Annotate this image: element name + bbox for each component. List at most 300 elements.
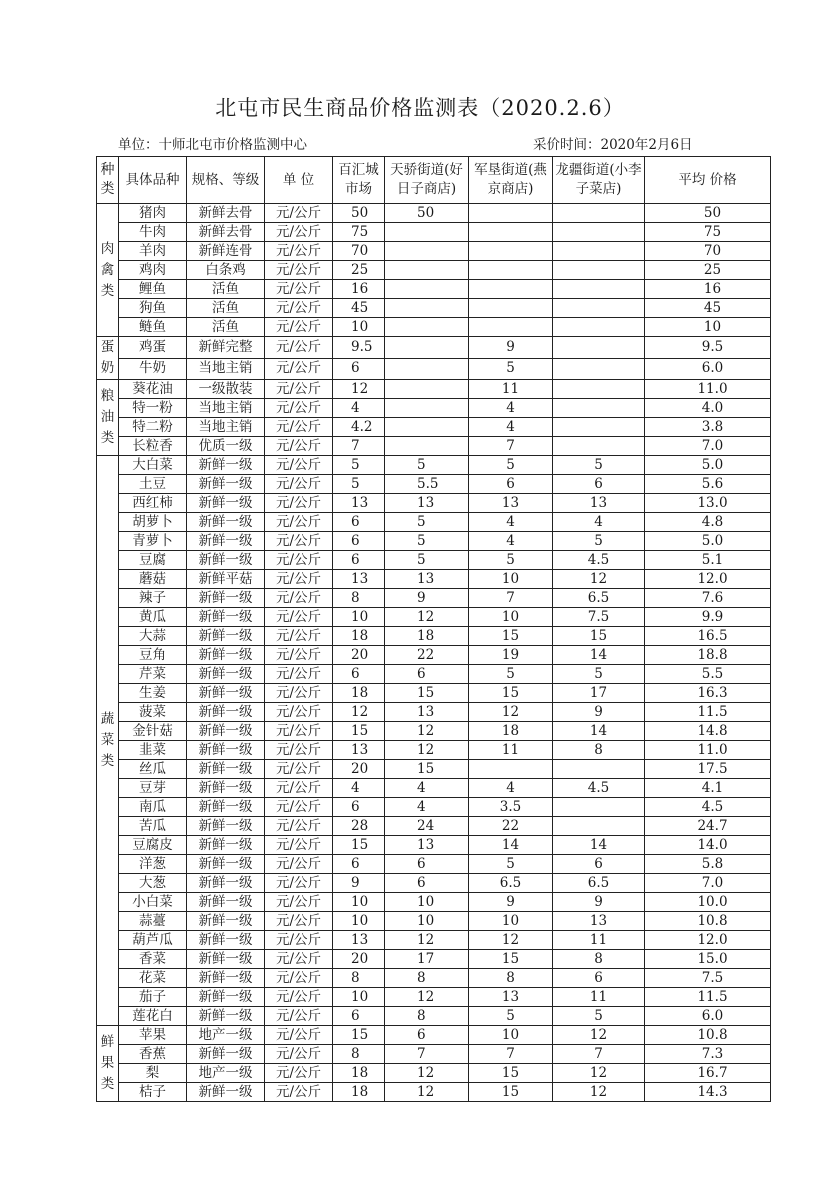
average-price-cell: 11.5 (645, 988, 771, 1007)
unit-cell: 元/公斤 (265, 532, 333, 551)
unit-cell: 元/公斤 (265, 684, 333, 703)
price-baihuicheng-cell: 6 (333, 855, 385, 874)
price-baihuicheng-cell: 13 (333, 570, 385, 589)
price-baihuicheng-cell: 10 (333, 318, 385, 337)
price-junken-cell: 18 (469, 722, 553, 741)
price-junken-cell: 13 (469, 988, 553, 1007)
average-price-cell: 10 (645, 318, 771, 337)
spec-cell: 新鲜一级 (187, 646, 265, 665)
item-name-cell: 生姜 (119, 684, 187, 703)
spec-cell: 新鲜一级 (187, 912, 265, 931)
table-row (97, 665, 771, 684)
unit-cell: 元/公斤 (265, 760, 333, 779)
spec-cell: 新鲜一级 (187, 627, 265, 646)
price-longjiang-cell: 17 (553, 684, 645, 703)
price-tianjiao-cell: 10 (385, 912, 469, 931)
price-baihuicheng-cell: 8 (333, 1045, 385, 1064)
table-row (97, 893, 771, 912)
spec-cell: 新鲜一级 (187, 931, 265, 950)
price-longjiang-cell (553, 223, 645, 242)
price-baihuicheng-cell: 16 (333, 280, 385, 299)
price-baihuicheng-cell: 50 (333, 204, 385, 223)
item-name-cell: 特一粉 (119, 399, 187, 418)
average-price-cell: 7.0 (645, 437, 771, 456)
price-baihuicheng-cell: 18 (333, 627, 385, 646)
price-baihuicheng-cell: 6 (333, 665, 385, 684)
item-name-cell: 金针菇 (119, 722, 187, 741)
table-row (97, 456, 771, 475)
spec-cell: 当地主销 (187, 358, 265, 380)
item-name-cell: 胡萝卜 (119, 513, 187, 532)
unit-cell: 元/公斤 (265, 855, 333, 874)
item-name-cell: 丝瓜 (119, 760, 187, 779)
item-name-cell: 豆腐皮 (119, 836, 187, 855)
spec-cell: 白条鸡 (187, 261, 265, 280)
item-name-cell: 苦瓜 (119, 817, 187, 836)
average-price-cell: 4.1 (645, 779, 771, 798)
average-price-cell: 9.5 (645, 337, 771, 359)
price-junken-cell: 7 (469, 437, 553, 456)
price-baihuicheng-cell: 6 (333, 798, 385, 817)
average-price-cell: 7.0 (645, 874, 771, 893)
table-row (97, 380, 771, 399)
spec-cell: 新鲜一级 (187, 665, 265, 684)
average-price-cell: 5.8 (645, 855, 771, 874)
price-baihuicheng-cell: 18 (333, 684, 385, 703)
price-tianjiao-cell: 6 (385, 855, 469, 874)
table-row (97, 1007, 771, 1026)
price-longjiang-cell: 12 (553, 570, 645, 589)
price-longjiang-cell: 6 (553, 855, 645, 874)
spec-cell: 新鲜一级 (187, 475, 265, 494)
average-price-cell: 7.6 (645, 589, 771, 608)
price-longjiang-cell: 9 (553, 893, 645, 912)
spec-cell: 新鲜一级 (187, 456, 265, 475)
unit-cell: 元/公斤 (265, 779, 333, 798)
header-item: 具体品种 (119, 157, 187, 204)
unit-cell: 元/公斤 (265, 280, 333, 299)
average-price-cell: 70 (645, 242, 771, 261)
header-market-tianjiao: 天骄街道(好日子商店) (385, 157, 469, 204)
unit-cell: 元/公斤 (265, 589, 333, 608)
unit-cell: 元/公斤 (265, 513, 333, 532)
table-body (97, 204, 771, 1102)
table-row (97, 337, 771, 359)
price-baihuicheng-cell: 70 (333, 242, 385, 261)
unit-cell: 元/公斤 (265, 969, 333, 988)
unit-cell: 元/公斤 (265, 437, 333, 456)
average-price-cell: 5.5 (645, 665, 771, 684)
price-baihuicheng-cell: 10 (333, 912, 385, 931)
price-tianjiao-cell: 24 (385, 817, 469, 836)
table-row (97, 741, 771, 760)
price-longjiang-cell: 13 (553, 494, 645, 513)
average-price-cell: 50 (645, 204, 771, 223)
unit-cell: 元/公斤 (265, 223, 333, 242)
table-row (97, 358, 771, 380)
table-row (97, 722, 771, 741)
item-name-cell: 莲花白 (119, 1007, 187, 1026)
price-junken-cell (469, 760, 553, 779)
price-longjiang-cell: 6.5 (553, 874, 645, 893)
price-longjiang-cell: 14 (553, 722, 645, 741)
header-average: 平均 价格 (645, 157, 771, 204)
price-junken-cell: 4 (469, 399, 553, 418)
price-longjiang-cell: 4.5 (553, 551, 645, 570)
header-row (97, 157, 771, 204)
price-longjiang-cell (553, 204, 645, 223)
unit-cell: 元/公斤 (265, 608, 333, 627)
spec-cell: 新鲜一级 (187, 836, 265, 855)
unit-cell: 元/公斤 (265, 242, 333, 261)
category-cell: 蛋奶 (97, 337, 119, 380)
price-longjiang-cell: 5 (553, 665, 645, 684)
price-tianjiao-cell (385, 299, 469, 318)
price-longjiang-cell: 9 (553, 703, 645, 722)
spec-cell: 新鲜一级 (187, 494, 265, 513)
price-tianjiao-cell: 6 (385, 874, 469, 893)
price-longjiang-cell: 6 (553, 475, 645, 494)
table-row (97, 912, 771, 931)
table-row (97, 703, 771, 722)
spec-cell: 新鲜一级 (187, 760, 265, 779)
spec-cell: 新鲜完整 (187, 337, 265, 359)
item-name-cell: 蘑菇 (119, 570, 187, 589)
price-longjiang-cell (553, 261, 645, 280)
spec-cell: 新鲜一级 (187, 950, 265, 969)
item-name-cell: 特二粉 (119, 418, 187, 437)
table-row (97, 969, 771, 988)
price-longjiang-cell (553, 318, 645, 337)
spec-cell: 新鲜一级 (187, 779, 265, 798)
average-price-cell: 14.8 (645, 722, 771, 741)
average-price-cell: 24.7 (645, 817, 771, 836)
price-tianjiao-cell: 12 (385, 931, 469, 950)
table-row (97, 931, 771, 950)
price-baihuicheng-cell: 15 (333, 836, 385, 855)
price-tianjiao-cell: 13 (385, 494, 469, 513)
spec-cell: 一级散装 (187, 380, 265, 399)
item-name-cell: 香菜 (119, 950, 187, 969)
unit-cell: 元/公斤 (265, 337, 333, 359)
price-junken-cell: 15 (469, 950, 553, 969)
average-price-cell: 11.5 (645, 703, 771, 722)
header-category: 种类 (97, 157, 119, 204)
price-baihuicheng-cell: 15 (333, 722, 385, 741)
spec-cell: 地产一级 (187, 1026, 265, 1045)
table-row (97, 817, 771, 836)
unit-cell: 元/公斤 (265, 204, 333, 223)
table-row (97, 589, 771, 608)
average-price-cell: 7.5 (645, 969, 771, 988)
price-junken-cell: 11 (469, 741, 553, 760)
spec-cell: 新鲜一级 (187, 798, 265, 817)
price-junken-cell: 15 (469, 627, 553, 646)
spec-cell: 地产一级 (187, 1064, 265, 1083)
table-row (97, 855, 771, 874)
average-price-cell: 14.3 (645, 1083, 771, 1102)
unit-cell: 元/公斤 (265, 475, 333, 494)
average-price-cell: 25 (645, 261, 771, 280)
price-longjiang-cell: 12 (553, 1026, 645, 1045)
average-price-cell: 12.0 (645, 931, 771, 950)
price-junken-cell: 5 (469, 1007, 553, 1026)
price-tianjiao-cell: 5 (385, 551, 469, 570)
price-tianjiao-cell: 5 (385, 456, 469, 475)
item-name-cell: 苹果 (119, 1026, 187, 1045)
average-price-cell: 45 (645, 299, 771, 318)
price-longjiang-cell (553, 798, 645, 817)
price-tianjiao-cell (385, 280, 469, 299)
average-price-cell: 11.0 (645, 380, 771, 399)
item-name-cell: 豆芽 (119, 779, 187, 798)
table-row (97, 261, 771, 280)
price-tianjiao-cell: 18 (385, 627, 469, 646)
unit-cell: 元/公斤 (265, 551, 333, 570)
price-tianjiao-cell (385, 223, 469, 242)
spec-cell: 新鲜一级 (187, 741, 265, 760)
average-price-cell: 5.6 (645, 475, 771, 494)
price-longjiang-cell: 5 (553, 1007, 645, 1026)
average-price-cell: 75 (645, 223, 771, 242)
category-cell: 肉禽类 (97, 204, 119, 337)
price-tianjiao-cell: 12 (385, 1083, 469, 1102)
table-row (97, 475, 771, 494)
price-junken-cell: 6 (469, 475, 553, 494)
unit-cell: 元/公斤 (265, 627, 333, 646)
price-junken-cell: 5 (469, 456, 553, 475)
price-longjiang-cell: 14 (553, 836, 645, 855)
unit-cell: 元/公斤 (265, 836, 333, 855)
item-name-cell: 蒜薹 (119, 912, 187, 931)
average-price-cell: 18.8 (645, 646, 771, 665)
average-price-cell: 16.5 (645, 627, 771, 646)
table-row (97, 1045, 771, 1064)
price-tianjiao-cell (385, 318, 469, 337)
table-row (97, 437, 771, 456)
item-name-cell: 梨 (119, 1064, 187, 1083)
price-junken-cell (469, 242, 553, 261)
table-row (97, 760, 771, 779)
price-tianjiao-cell: 5.5 (385, 475, 469, 494)
price-longjiang-cell (553, 817, 645, 836)
price-longjiang-cell: 12 (553, 1064, 645, 1083)
price-tianjiao-cell: 15 (385, 760, 469, 779)
price-junken-cell (469, 204, 553, 223)
price-longjiang-cell: 7.5 (553, 608, 645, 627)
average-price-cell: 4.5 (645, 798, 771, 817)
spec-cell: 活鱼 (187, 280, 265, 299)
price-tianjiao-cell: 12 (385, 722, 469, 741)
price-baihuicheng-cell: 8 (333, 969, 385, 988)
unit-cell: 元/公斤 (265, 418, 333, 437)
price-tianjiao-cell (385, 380, 469, 399)
price-tianjiao-cell: 12 (385, 1064, 469, 1083)
price-junken-cell: 10 (469, 1026, 553, 1045)
price-tianjiao-cell: 13 (385, 836, 469, 855)
price-junken-cell: 8 (469, 969, 553, 988)
price-tianjiao-cell: 22 (385, 646, 469, 665)
price-baihuicheng-cell: 12 (333, 703, 385, 722)
price-tianjiao-cell: 6 (385, 1026, 469, 1045)
price-baihuicheng-cell: 8 (333, 589, 385, 608)
price-tianjiao-cell (385, 337, 469, 359)
collect-time: 采价时间：2020年2月6日 (533, 137, 693, 153)
price-junken-cell (469, 299, 553, 318)
unit-cell: 元/公斤 (265, 817, 333, 836)
spec-cell: 新鲜一级 (187, 722, 265, 741)
price-baihuicheng-cell: 13 (333, 931, 385, 950)
price-baihuicheng-cell: 20 (333, 760, 385, 779)
average-price-cell: 6.0 (645, 358, 771, 380)
price-junken-cell: 15 (469, 1083, 553, 1102)
unit-cell: 元/公斤 (265, 912, 333, 931)
price-tianjiao-cell: 12 (385, 741, 469, 760)
header-market-longjiang: 龙疆街道(小李子菜店) (553, 157, 645, 204)
price-baihuicheng-cell: 6 (333, 513, 385, 532)
item-name-cell: 韭菜 (119, 741, 187, 760)
price-baihuicheng-cell: 18 (333, 1083, 385, 1102)
item-name-cell: 长粒香 (119, 437, 187, 456)
unit-cell: 元/公斤 (265, 299, 333, 318)
spec-cell: 新鲜一级 (187, 874, 265, 893)
price-longjiang-cell: 8 (553, 950, 645, 969)
price-tianjiao-cell: 7 (385, 1045, 469, 1064)
unit-cell: 元/公斤 (265, 1064, 333, 1083)
table-row (97, 836, 771, 855)
average-price-cell: 5.0 (645, 456, 771, 475)
price-junken-cell: 6.5 (469, 874, 553, 893)
unit-cell: 元/公斤 (265, 665, 333, 684)
price-junken-cell: 7 (469, 589, 553, 608)
category-cell: 蔬菜类 (97, 456, 119, 1026)
item-name-cell: 鸡肉 (119, 261, 187, 280)
average-price-cell: 9.9 (645, 608, 771, 627)
price-tianjiao-cell (385, 358, 469, 380)
spec-cell: 新鲜一级 (187, 532, 265, 551)
header-market-baihuicheng: 百汇城市场 (333, 157, 385, 204)
price-baihuicheng-cell: 18 (333, 1064, 385, 1083)
spec-cell: 新鲜一级 (187, 684, 265, 703)
table-row (97, 551, 771, 570)
item-name-cell: 豆腐 (119, 551, 187, 570)
unit-cell: 元/公斤 (265, 988, 333, 1007)
unit-cell: 元/公斤 (265, 1026, 333, 1045)
item-name-cell: 鲢鱼 (119, 318, 187, 337)
price-baihuicheng-cell: 6 (333, 1007, 385, 1026)
table-row (97, 223, 771, 242)
table-row (97, 532, 771, 551)
price-junken-cell: 12 (469, 931, 553, 950)
unit-cell: 元/公斤 (265, 380, 333, 399)
price-longjiang-cell (553, 380, 645, 399)
price-tianjiao-cell: 8 (385, 1007, 469, 1026)
item-name-cell: 土豆 (119, 475, 187, 494)
price-junken-cell (469, 223, 553, 242)
price-tianjiao-cell: 9 (385, 589, 469, 608)
price-junken-cell: 5 (469, 665, 553, 684)
item-name-cell: 大白菜 (119, 456, 187, 475)
item-name-cell: 香蕉 (119, 1045, 187, 1064)
average-price-cell: 10.0 (645, 893, 771, 912)
price-baihuicheng-cell: 7 (333, 437, 385, 456)
unit-cell: 元/公斤 (265, 874, 333, 893)
table-row (97, 318, 771, 337)
spec-cell: 当地主销 (187, 418, 265, 437)
price-junken-cell: 4 (469, 532, 553, 551)
price-baihuicheng-cell: 6 (333, 551, 385, 570)
average-price-cell: 16 (645, 280, 771, 299)
price-tianjiao-cell: 13 (385, 570, 469, 589)
unit-cell: 元/公斤 (265, 1045, 333, 1064)
price-tianjiao-cell (385, 261, 469, 280)
price-junken-cell: 10 (469, 570, 553, 589)
price-tianjiao-cell (385, 418, 469, 437)
spec-cell: 新鲜一级 (187, 608, 265, 627)
table-row (97, 798, 771, 817)
price-tianjiao-cell: 4 (385, 779, 469, 798)
price-junken-cell: 19 (469, 646, 553, 665)
price-longjiang-cell: 13 (553, 912, 645, 931)
price-baihuicheng-cell: 25 (333, 261, 385, 280)
price-junken-cell: 5 (469, 551, 553, 570)
price-baihuicheng-cell: 4 (333, 399, 385, 418)
price-baihuicheng-cell: 13 (333, 741, 385, 760)
price-longjiang-cell: 11 (553, 931, 645, 950)
price-junken-cell (469, 280, 553, 299)
price-junken-cell: 10 (469, 912, 553, 931)
price-longjiang-cell (553, 337, 645, 359)
item-name-cell: 茄子 (119, 988, 187, 1007)
price-tianjiao-cell: 15 (385, 684, 469, 703)
price-junken-cell: 9 (469, 893, 553, 912)
price-longjiang-cell (553, 418, 645, 437)
price-junken-cell: 4 (469, 513, 553, 532)
price-baihuicheng-cell: 45 (333, 299, 385, 318)
table-row (97, 988, 771, 1007)
table-row (97, 608, 771, 627)
unit-cell: 元/公斤 (265, 893, 333, 912)
item-name-cell: 大蒜 (119, 627, 187, 646)
price-junken-cell: 3.5 (469, 798, 553, 817)
average-price-cell: 16.3 (645, 684, 771, 703)
average-price-cell: 4.8 (645, 513, 771, 532)
spec-cell: 新鲜去骨 (187, 204, 265, 223)
price-tianjiao-cell: 8 (385, 969, 469, 988)
price-junken-cell: 7 (469, 1045, 553, 1064)
table-row (97, 418, 771, 437)
item-name-cell: 西红柿 (119, 494, 187, 513)
unit-label: 单位：十师北屯市价格监测中心 (118, 137, 307, 153)
item-name-cell: 芹菜 (119, 665, 187, 684)
price-baihuicheng-cell: 4.2 (333, 418, 385, 437)
price-tianjiao-cell: 4 (385, 798, 469, 817)
item-name-cell: 辣子 (119, 589, 187, 608)
unit-cell: 元/公斤 (265, 703, 333, 722)
spec-cell: 新鲜一级 (187, 969, 265, 988)
price-baihuicheng-cell: 5 (333, 475, 385, 494)
price-baihuicheng-cell: 15 (333, 1026, 385, 1045)
item-name-cell: 牛肉 (119, 223, 187, 242)
average-price-cell: 13.0 (645, 494, 771, 513)
price-longjiang-cell (553, 760, 645, 779)
price-junken-cell (469, 261, 553, 280)
item-name-cell: 猪肉 (119, 204, 187, 223)
price-baihuicheng-cell: 28 (333, 817, 385, 836)
price-tianjiao-cell (385, 399, 469, 418)
table-row (97, 1083, 771, 1102)
table-row (97, 513, 771, 532)
